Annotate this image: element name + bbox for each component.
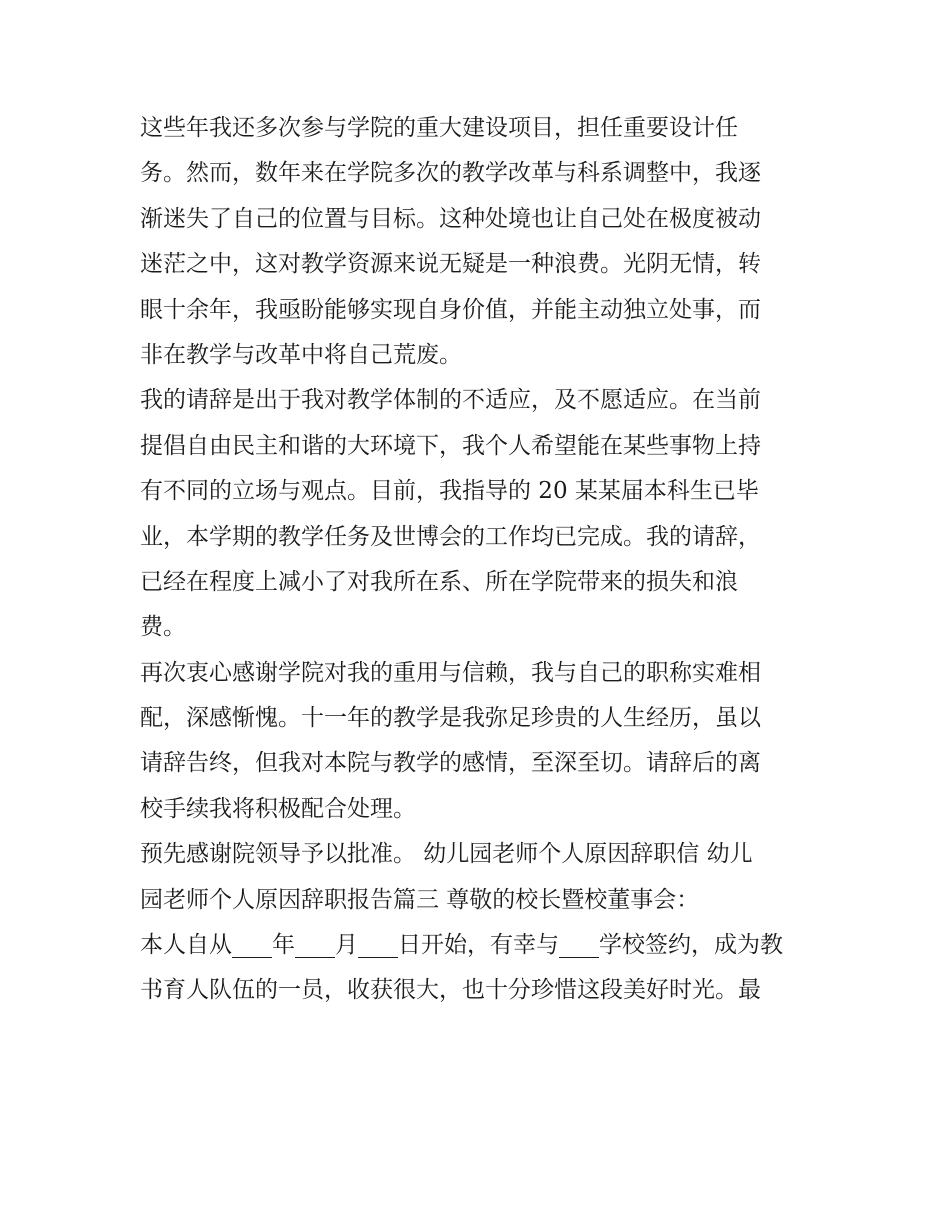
fill-in-text: 日开始，有幸与 bbox=[398, 932, 559, 959]
fill-in-text: 年 bbox=[272, 932, 295, 959]
fill-in-line bbox=[140, 923, 820, 968]
month-blank bbox=[295, 932, 335, 958]
fill-in-text: 月 bbox=[335, 932, 358, 959]
text-line: 请辞告终，但我对本院与教学的感情，至深至切。请辞后的离 bbox=[140, 750, 761, 777]
text-line: 园老师个人原因辞职报告篇三 尊敬的校长暨校董事会： bbox=[140, 886, 700, 913]
text-line: 费。 bbox=[140, 614, 186, 641]
fill-in-text: 本人自从 bbox=[140, 932, 232, 959]
text-line: 书育人队伍的一员，收获很大，也十分珍惜这段美好时光。最 bbox=[140, 977, 761, 1004]
text-line: 迷茫之中，这对教学资源来说无疑是一种浪费。光阴无情，转 bbox=[140, 251, 761, 278]
text-line: 眼十余年，我亟盼能够实现自身价值，并能主动独立处事，而 bbox=[140, 296, 761, 323]
text-line: 配，深感惭愧。十一年的教学是我弥足珍贵的人生经历，虽以 bbox=[140, 705, 761, 732]
text-line: 这些年我还多次参与学院的重大建设项目，担任重要设计任 bbox=[140, 115, 738, 141]
text-line: 非在教学与改革中将自己荒废。 bbox=[140, 341, 462, 368]
school-blank bbox=[559, 932, 599, 958]
text-line: 我的请辞是出于我对教学体制的不适应，及不愿适应。在当前 bbox=[140, 387, 761, 414]
text-line: 业，本学期的教学任务及世博会的工作均已完成。我的请辞， bbox=[140, 523, 761, 550]
text-line: 再次衷心感谢学院对我的重用与信赖，我与自己的职称实难相 bbox=[140, 659, 761, 686]
text-line: 务。然而，数年来在学院多次的教学改革与科系调整中，我逐 bbox=[140, 160, 761, 187]
fill-in-text: 学校签约，成为教 bbox=[599, 932, 783, 959]
document-body bbox=[140, 106, 820, 1014]
day-blank bbox=[358, 932, 398, 958]
year-blank bbox=[232, 932, 272, 958]
text-line: 已经在程度上减小了对我所在系、所在学院带来的损失和浪 bbox=[140, 568, 738, 595]
text-line: 提倡自由民主和谐的大环境下，我个人希望能在某些事物上持 bbox=[140, 432, 761, 459]
text-line: 校手续我将积极配合处理。 bbox=[140, 795, 416, 822]
text-line: 渐迷失了自己的位置与目标。这种处境也让自己处在极度被动 bbox=[140, 205, 761, 232]
text-line: 有不同的立场与观点。目前，我指导的 20 某某届本科生已毕 bbox=[140, 478, 759, 505]
text-line: 预先感谢院领导予以批准。 幼儿园老师个人原因辞职信 幼儿 bbox=[140, 841, 753, 868]
